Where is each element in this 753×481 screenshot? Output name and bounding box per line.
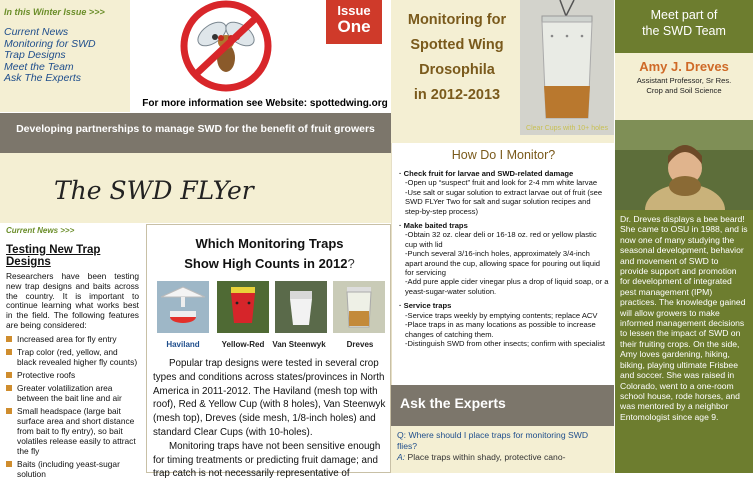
monitor-step-title: · Check fruit for larvae and SWD-related damage (399, 169, 574, 178)
current-news-heading: Testing New Trap Designs (6, 244, 101, 268)
how-monitor-heading: How Do I Monitor? (451, 148, 556, 162)
no-fly-icon (176, 0, 276, 92)
team-heading (615, 0, 753, 53)
traps-article (146, 224, 391, 480)
monitor-step-line: -Open up “suspect” fruit and look for 2-4 mm white larvae (405, 178, 598, 188)
trap-label-yellow-red: Yellow-Red (221, 340, 265, 349)
list-item: Protective roofs (6, 370, 139, 380)
monitoring-title-line: Drosophila (419, 62, 495, 78)
profile-role-line: Crop and Soil Science (646, 86, 722, 95)
monitor-step-title: · Make baited traps (399, 221, 468, 231)
issue-badge (326, 0, 382, 44)
toc-item-monitoring[interactable]: Monitoring for SWD (4, 37, 96, 50)
monitoring-title (396, 8, 518, 108)
how-monitor-body (399, 169, 609, 348)
question-label: Q: (397, 430, 407, 440)
current-news-tag: Current News >>> (6, 226, 75, 235)
cup-caption: Clear Cups with 10+ holes (526, 125, 608, 132)
team-heading-line: the SWD Team (642, 24, 726, 38)
monitor-step-line: -Add pure apple cider vinegar plus a drop of liquid soap, or a yeast-sugar-water solution. (405, 277, 609, 296)
question-text: Where should I place traps for monitoring SWD flies? (397, 430, 589, 451)
monitor-step-line: -Use salt or sugar solution to extract larvae out of fruit (see SWD FLYer Two for salt and sugar solution recipes and step-by-step process) (405, 187, 603, 216)
monitor-step-line: -Service traps weekly by emptying contents; replace ACV (405, 310, 598, 320)
dreves-trap-image (333, 281, 385, 333)
trap-label-haviland: Haviland (166, 340, 200, 349)
list-item: Increased area for fly entry (6, 334, 139, 344)
masthead (0, 153, 391, 223)
toc-item-trap-designs[interactable]: Trap Designs (4, 49, 66, 61)
newsletter-title: The SWD FLYer (54, 176, 254, 205)
list-item: Small headspace (large bait surface area and short distance from bait to fly entry), so bait volatiles release easily to attract the fly (6, 406, 139, 456)
team-heading-line: Meet part of (650, 8, 718, 22)
traps-title-line1: Which Monitoring Traps (195, 236, 344, 251)
issue-label: Issue (337, 3, 371, 18)
current-news-intro: Researchers have been testing new trap designs and baits across the country. It is important to continue learning what works best in the field. The following features are being considered: (6, 271, 139, 330)
traps-article-text (153, 357, 386, 481)
mission-banner: Developing partnerships to manage SWD for the benefit of fruit growers (0, 113, 391, 153)
traps-article-paragraph-1: Popular trap designs were tested in several crop types and conditions across states/provinces in North America in 2011-2012. The Haviland (mesh top with roof), Red & Yellow Cup (with 8 holes), Van Steenwyk (mesh top), Dreves (side mesh, 1/8-inch holes) and standard Clear Cups (with 10-holes). (153, 358, 386, 438)
traps-title-line2: Show High Counts in 2012 (184, 256, 348, 271)
list-item: Baits (including yeast-sugar solution (6, 459, 139, 479)
van-steenwyk-trap-image (275, 281, 327, 333)
how-to-monitor-section (391, 143, 614, 385)
profile-role (615, 76, 753, 96)
current-news-column (0, 223, 145, 479)
feature-list (6, 334, 139, 479)
monitor-step-line: -Obtain 32 oz. clear deli or 16-18 oz. red or yellow plastic cup with lid (405, 230, 597, 249)
profile-bio: Dr. Dreves displays a bee beard! She came to OSU in 1988, and is now one of many studying the seasonal development, behavior and movement of SWD to provide support and promotion for development of integrated pest management (IPM) practices. The knowledge gained will allow growers to make informed management decisions to lessen the impact of SWD on their fruiting crops. On the side, Amy loves gardening, hiking, biking, playing ultimate Frisbee and soccer. She was raised in Colorado, went to a one-room school house, rode horses, and was mentored by a neighbor Entomologist since age 9. (615, 210, 753, 473)
trap-label-van-steenwyk: Van Steenwyk (272, 340, 326, 349)
traps-article-paragraph-2: Monitoring traps have not been sensitive enough for timing treatments or predicting fruit damage; and trap catch is not necessarily representative of (153, 440, 381, 480)
question (397, 430, 608, 452)
ask-experts-heading: Ask the Experts (400, 395, 506, 411)
yellow-red-trap-image (217, 281, 269, 333)
profile-card (615, 53, 753, 120)
qa-block (391, 426, 614, 473)
website-line[interactable]: For more information see Website: spottedwing.org (142, 98, 388, 109)
monitoring-title-line: Monitoring for (407, 12, 507, 28)
monitor-step-line: -Distinguish SWD from other insects; confirm with specialist (405, 338, 606, 348)
answer-label: A: (397, 452, 406, 462)
toc-item-meet-team[interactable]: Meet the Team (4, 60, 74, 73)
traps-article-title (147, 234, 392, 274)
toc-item-current-news[interactable]: Current News (4, 26, 69, 38)
monitor-step-line: -Place traps in as many locations as possible to increase changes of catching them. (405, 320, 596, 339)
traps-title-question-mark: ? (347, 256, 355, 271)
profile-role-line: Assistant Professor, Sr Res. (636, 76, 732, 85)
toc-item-ask-experts[interactable]: Ask The Experts (4, 72, 82, 84)
issue-number: One (337, 17, 371, 36)
list-item: Greater volatilization area between the bait line and air (6, 383, 139, 403)
toc-heading: In this Winter Issue >>> (4, 7, 105, 17)
clear-cup-trap-image (520, 0, 614, 135)
list-item: Trap color (red, yellow, and black revealed higher fly counts) (6, 347, 139, 367)
table-of-contents (0, 0, 130, 112)
ask-experts-section (391, 385, 614, 473)
answer-text: Place traps within shady, protective cano- (407, 452, 566, 462)
monitoring-title-line: Spotted Wing (410, 37, 504, 53)
profile-photo (615, 120, 753, 210)
monitoring-title-line: in 2012-2013 (413, 87, 501, 103)
answer (397, 452, 608, 463)
trap-label-dreves: Dreves (346, 340, 374, 349)
monitor-step-title: · Service traps (399, 301, 452, 311)
profile-name: Amy J. Dreves (639, 59, 729, 74)
haviland-trap-image (157, 281, 209, 333)
monitor-step-line: -Punch several 3/16-inch holes, approximately 3/4-inch apart around the cup, allowing space for pouring out liquid for servicing (405, 249, 601, 278)
